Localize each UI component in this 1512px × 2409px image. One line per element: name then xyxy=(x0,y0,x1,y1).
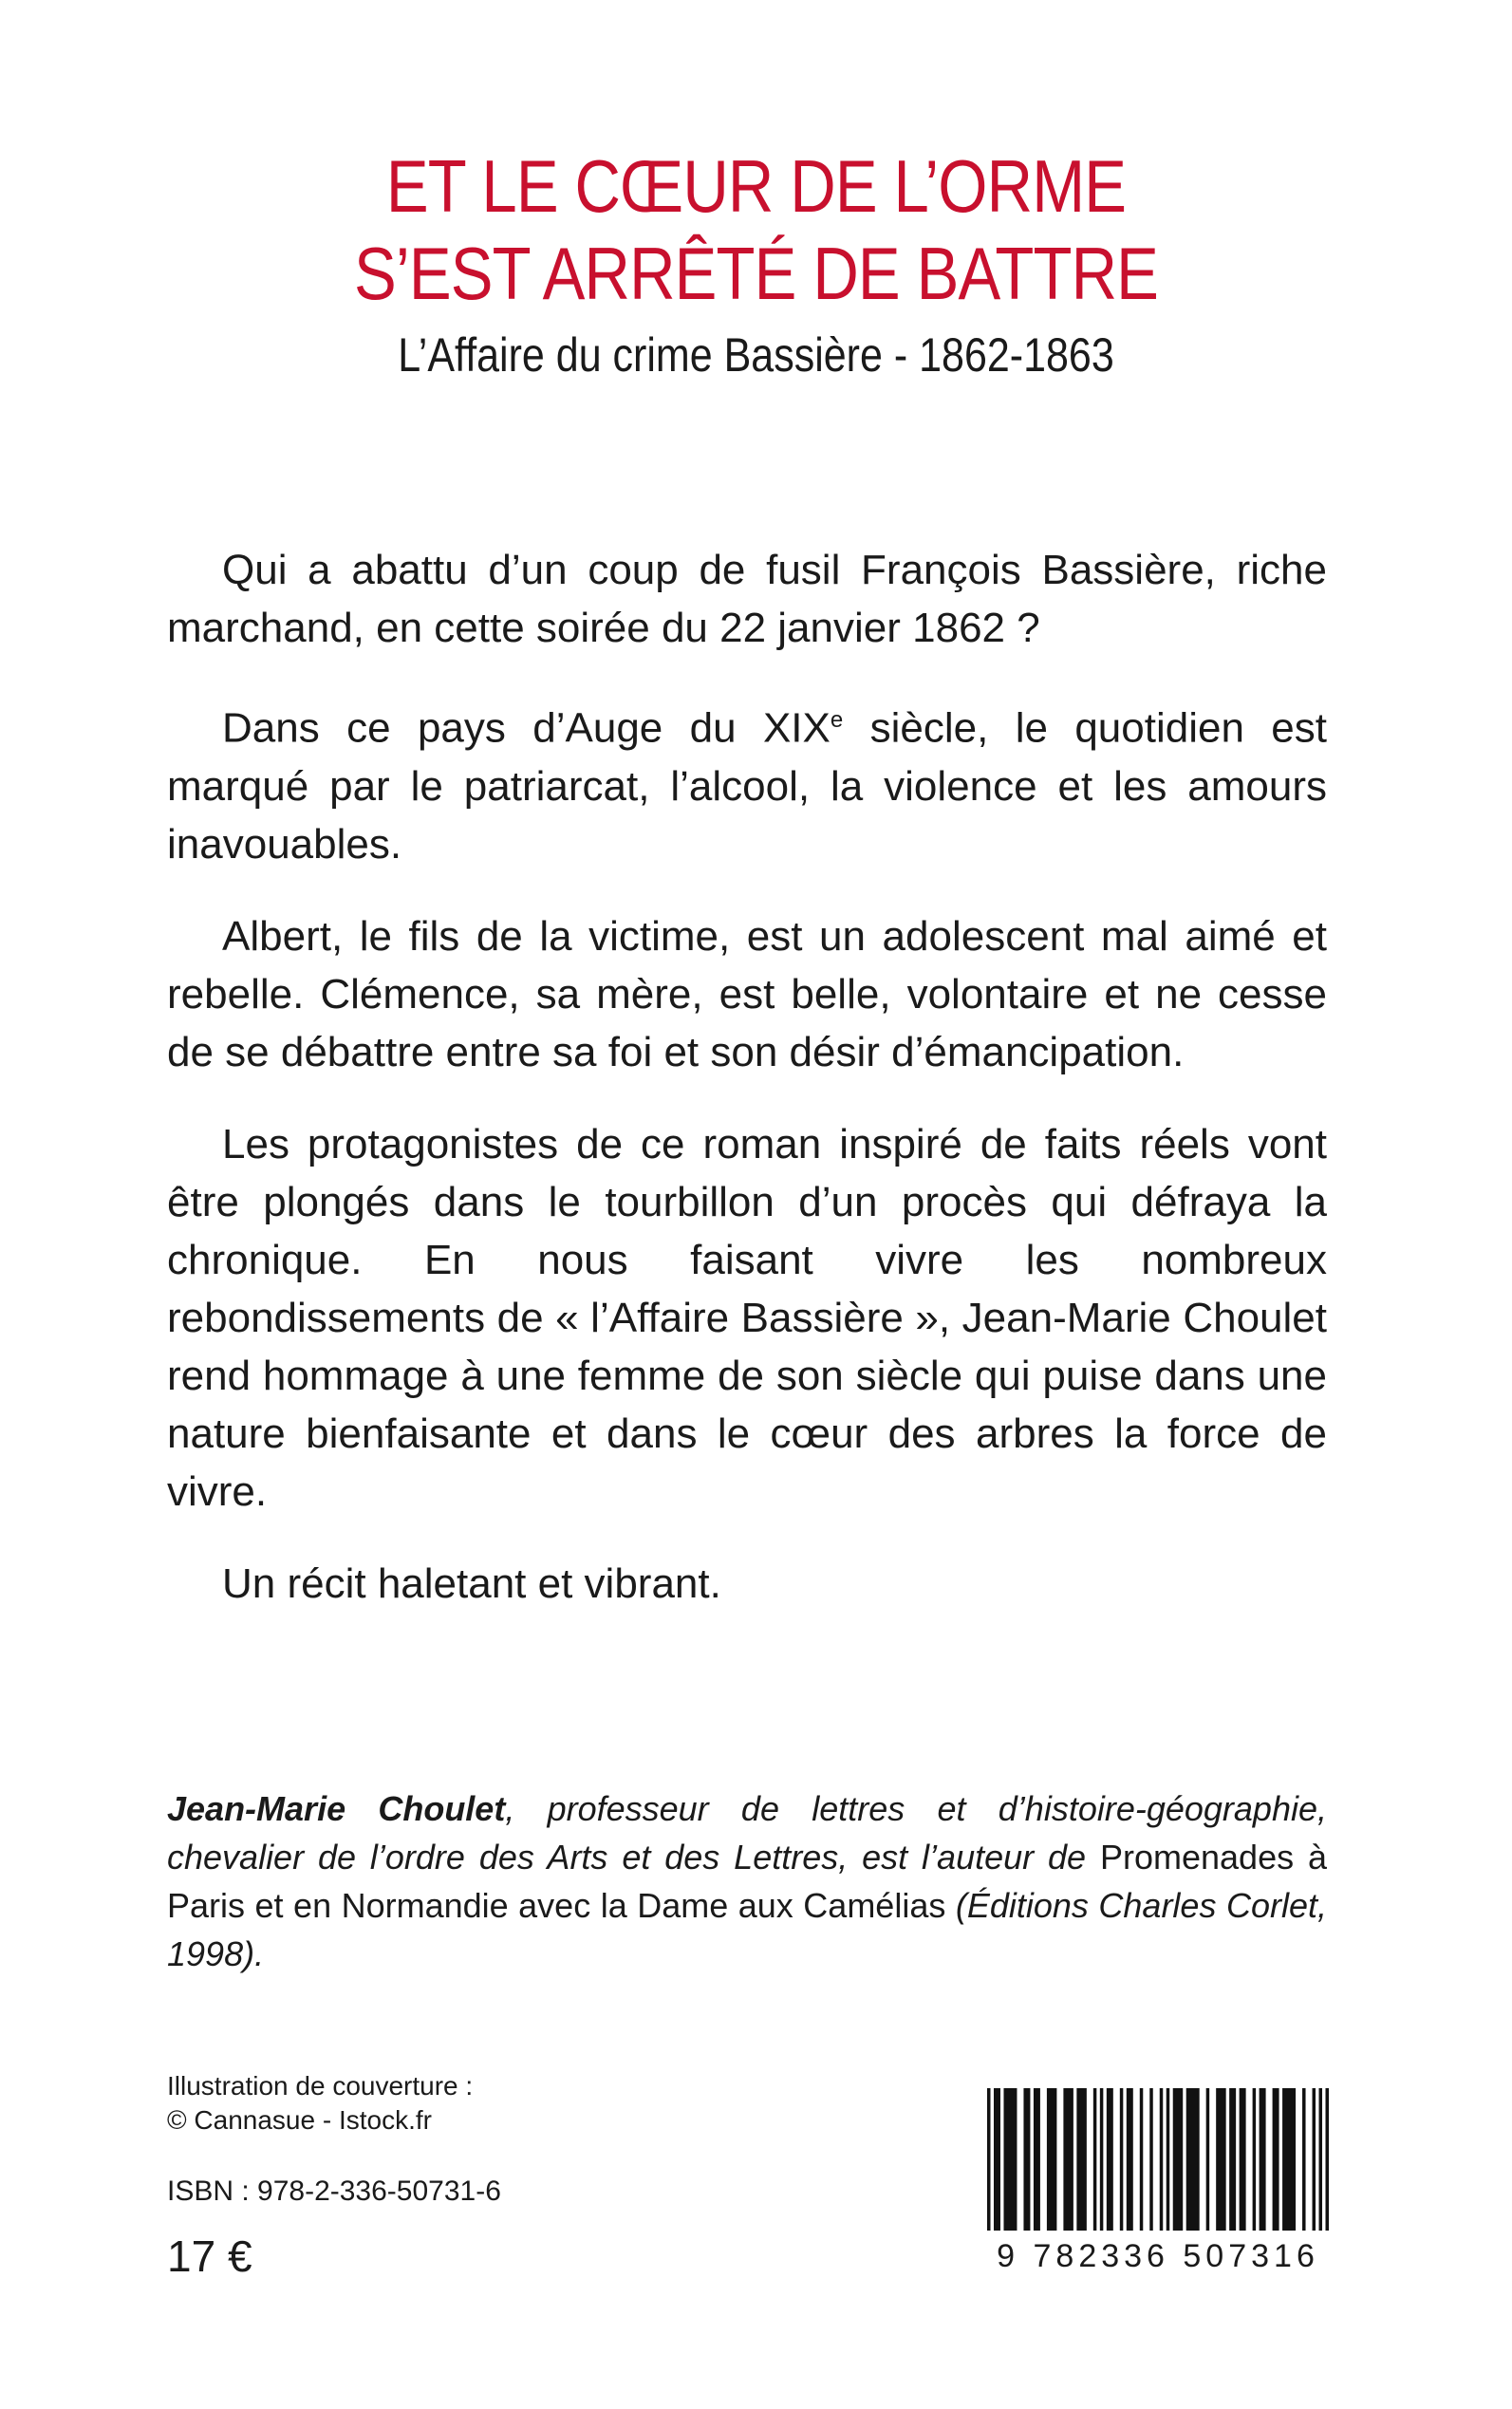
barcode-bar xyxy=(1229,2088,1236,2231)
barcode-bar xyxy=(1326,2088,1330,2231)
barcode-bar xyxy=(1107,2088,1113,2231)
barcode-bar xyxy=(1127,2088,1133,2231)
blurb-paragraph-4: Les protagonistes de ce roman inspiré de faits réels vont être plongés dans le tourbillon d’un procès qui défraya la chronique. En nous faisant vivre les nombreux rebondissements de « l’Affaire Bassière », Jean-Marie Choulet rend hommage à une femme de son siècle qui puise dans une nature bienfaisante et dans le cœur des arbres la force de vivre. xyxy=(167,1120,1327,1515)
barcode-bar xyxy=(1034,2088,1040,2231)
bio-book-title: Promenades à Paris et en Normandie avec la Dame aux Camélias xyxy=(167,1838,1328,1925)
author-bio xyxy=(167,1784,1327,1978)
illustration-credit xyxy=(167,2069,473,2138)
barcode-bar xyxy=(1282,2088,1296,2231)
barcode xyxy=(987,2088,1329,2288)
book-subtitle: L’Affaire du crime Bassière - 1862-1863 xyxy=(398,328,1114,382)
barcode-bar xyxy=(1206,2088,1210,2231)
barcode-bar xyxy=(1140,2088,1144,2231)
barcode-bar xyxy=(1003,2088,1017,2231)
price: 17 € xyxy=(167,2232,252,2281)
bio-text-1: , professeur de lettres et d’histoire-géographie, chevalier de l’ordre des Arts et des Lettres, est l’auteur de xyxy=(167,1789,1327,1877)
barcode-bar xyxy=(1063,2088,1073,2231)
barcode-bar xyxy=(1120,2088,1124,2231)
bio-text-2: (Éditions Charles Corlet, 1998). xyxy=(167,1886,1327,1973)
blurb-paragraph-2 xyxy=(167,691,1327,873)
barcode-bar xyxy=(1302,2088,1306,2231)
blurb-paragraph-5: Un récit haletant et vibrant. xyxy=(222,1559,721,1607)
barcode-bar xyxy=(1173,2088,1183,2231)
barcode-bar xyxy=(1186,2088,1200,2231)
author-name: Jean-Marie Choulet xyxy=(167,1789,506,1828)
barcode-bar xyxy=(1216,2088,1225,2231)
barcode-bar xyxy=(1240,2088,1246,2231)
book-title-line-1: ET LE CŒUR DE L’ORME xyxy=(385,144,1127,228)
blurb xyxy=(167,541,1327,1647)
barcode-bar xyxy=(1149,2088,1153,2231)
barcode-bar xyxy=(1047,2088,1056,2231)
barcode-bar xyxy=(1023,2088,1030,2231)
barcode-bar xyxy=(994,2088,1000,2231)
barcode-bar xyxy=(1076,2088,1086,2231)
barcode-bar xyxy=(1093,2088,1097,2231)
credit-line-2: © Cannasue - Istock.fr xyxy=(167,2105,432,2135)
title-block xyxy=(0,142,1512,383)
barcode-bar xyxy=(1260,2088,1266,2231)
barcode-bars xyxy=(987,2088,1329,2231)
barcode-bar xyxy=(1160,2088,1164,2231)
blurb-paragraph-2-start: Dans ce pays d’Auge du XIX xyxy=(222,704,831,752)
book-title-line-2: S’EST ARRÊTÉ DE BATTRE xyxy=(353,232,1159,315)
credit-line-1: Illustration de couverture : xyxy=(167,2071,474,2101)
barcode-bar xyxy=(1319,2088,1323,2231)
blurb-paragraph-1: Qui a abattu d’un coup de fusil François Bassière, riche marchand, en cette soirée du 22 janvier 1862 ? xyxy=(167,547,1327,651)
barcode-bar xyxy=(1167,2088,1170,2231)
blurb-paragraph-3: Albert, le fils de la victime, est un adolescent mal aimé et rebelle. Clémence, sa mère, est belle, volontaire et ne cesse de se débattre entre sa foi et son désir d’émancipation. xyxy=(167,912,1327,1075)
barcode-bar xyxy=(1273,2088,1279,2231)
isbn: ISBN : 978-2-336-50731-6 xyxy=(167,2176,501,2207)
barcode-bar xyxy=(1253,2088,1257,2231)
blurb-paragraph-2-end: siècle, le quotidien est marqué par le patriarcat, l’alcool, la violence et les amours inavouables. xyxy=(167,704,1327,868)
barcode-bar xyxy=(1100,2088,1104,2231)
century-superscript: e xyxy=(830,707,844,733)
barcode-digits: 9 782336 507316 xyxy=(997,2238,1319,2274)
barcode-bar xyxy=(1313,2088,1316,2231)
barcode-bar xyxy=(987,2088,991,2231)
